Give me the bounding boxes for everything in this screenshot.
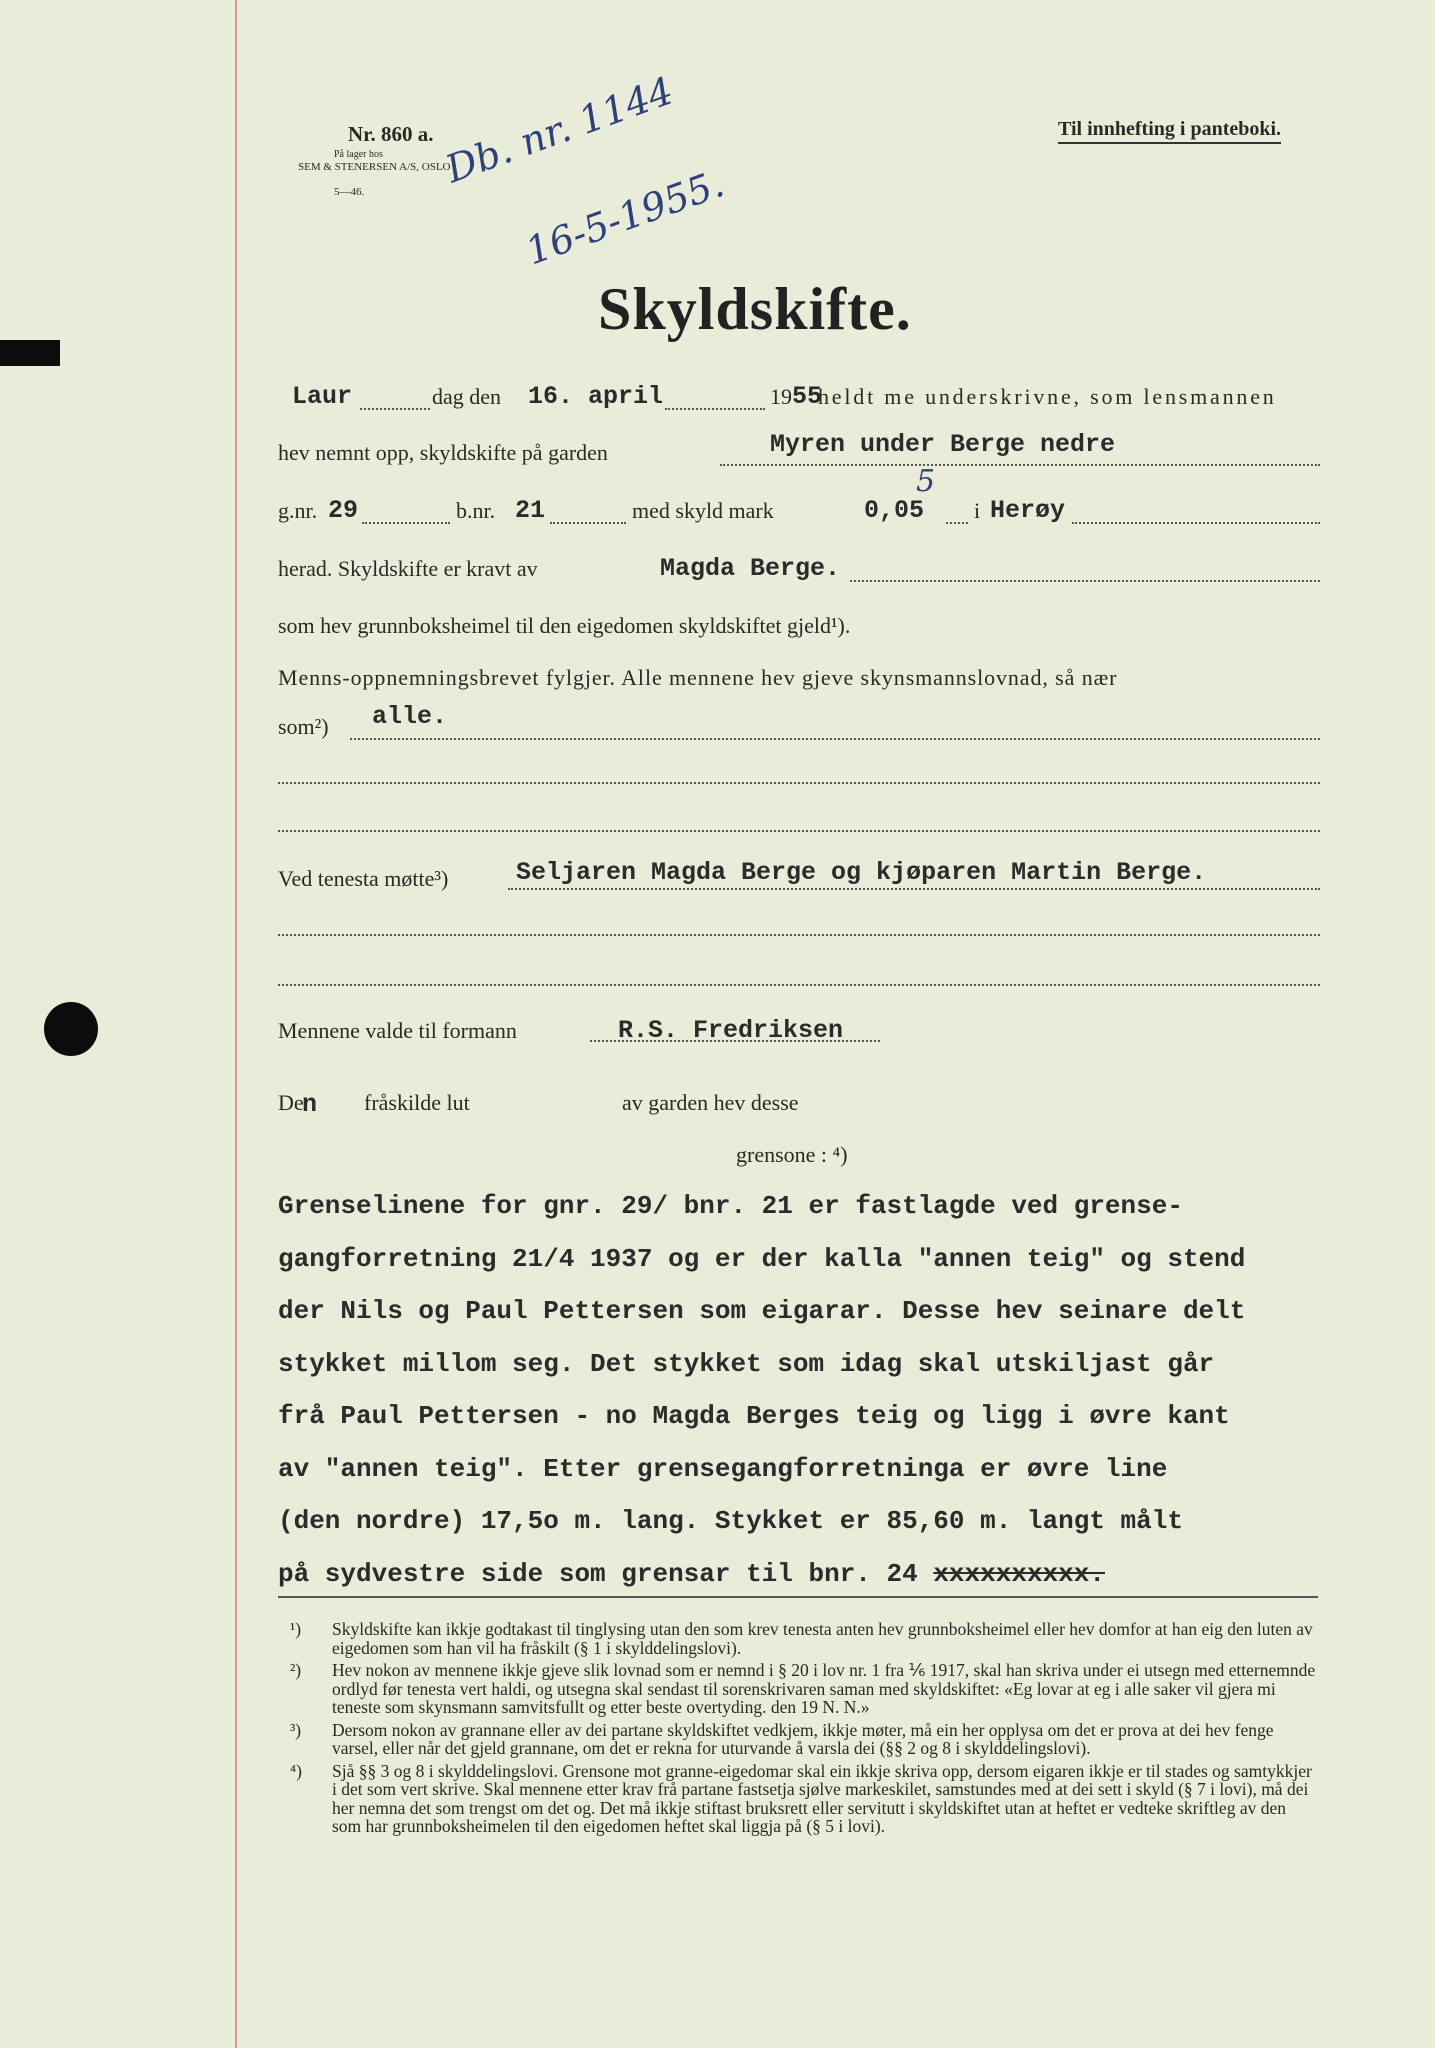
den-fill: n [302,1090,318,1119]
chair-value: R.S. Fredriksen [618,1016,844,1045]
dotted-line [360,408,430,410]
dotted-line [350,738,1320,740]
oath-text: Menns-oppnemningsbrevet fylgjer. Alle mennene hev gjeve skynsmannslovnad, så nær [278,665,1118,690]
title-holder-text: som hev grunnboksheimel til den eigedomen skyldskiftet gjeld¹). [278,613,851,638]
footnotes [290,1620,1318,1836]
requested-label: herad. Skyldskifte er kravt av [278,556,538,581]
footnote-2 [290,1661,1318,1717]
day-label: dag den [432,384,502,409]
dotted-line [508,888,1320,890]
dotted-line [1072,522,1320,524]
i-label: i [974,498,981,523]
dotted-line [946,522,968,524]
body-line: (den nordre) 17,5o m. lang. Stykket er 85,60 m. langt målt [278,1506,1183,1536]
intro-text: heldt me underskrivne, som lensmannen [818,384,1277,409]
separated-part-label: fråskilde lut [364,1090,470,1115]
year-prefix: 19 [770,384,792,409]
farm-label: hev nemnt opp, skyldskifte på garden [278,440,608,465]
chair-label: Mennene valde til formann [278,1018,517,1043]
footnote-number: ²) [290,1660,302,1680]
skyld-value: 0,05 [864,496,925,525]
footnote-number: ¹) [290,1619,302,1639]
som-value: alle. [372,702,448,731]
body-line-last [278,1548,1328,1601]
footnote-number: ³) [290,1719,302,1740]
registration-number: Db. nr. 1144 [440,68,679,192]
form-number: Nr. 860 a. [348,122,434,146]
skyld-label: med skyld mark [632,498,774,523]
body-line: frå Paul Pettersen - no Magda Berges teig og ligg i øvre kant [278,1401,1230,1431]
gnr-label: g.nr. [278,498,318,523]
dotted-line [720,464,1320,466]
bnr-label: b.nr. [456,498,496,523]
boundary-description [278,1180,1328,1600]
printer-line-2: SEM & STENERSEN A/S, OSLO [298,161,451,173]
body-line: stykket millom seg. Det stykket som idag skal utskiljast går [278,1348,1215,1379]
dotted-line [850,580,1320,582]
binding-mark [0,340,60,366]
dotted-line [278,984,1320,986]
body-line: Grenselinene for gnr. 29/ bnr. 21 er fastlagde ved grense- [278,1191,1183,1221]
year-value: 55 [792,382,823,411]
footnote-text: Skyldskifte kan ikkje godtakast til tinglysing utan den som krev tenesta anten hev grunnboksheimel eller hev domfor at han eig den luten av eigedomen som han vil ha fråskilt (§ 1 i skylddelingslovi). [332,1619,1313,1658]
footnote-text: Hev nokon av mennene ikkje gjeve slik lovnad som er nemnd i § 20 i lov nr. 1 fra ⅙ 1917, skal han skriva under ei utsegn med etternemnde ordlyd før tenesta vert haldi, og utsegna skal sendast til sorenskrivaren saman med skyldskiftet: «Eg lovar at eg i alle saker vil gjera mi teneste som skynsmann samvitsfullt og etter beste overtyding. den 19 N. N.» [332,1660,1316,1717]
dotted-line [278,830,1320,832]
farm-name: Myren under Berge nedre [770,430,1116,459]
of-farm-label: av garden hev desse [622,1090,799,1115]
met-label: Ved tenesta møtte³) [278,866,449,891]
som-label: som²) [278,714,329,739]
body-line: gangforretning 21/4 1937 og er der kalla "annen teig" og stend [278,1243,1246,1274]
date-value: 16. april [528,382,664,411]
body-line: på sydvestre side som grensar til bnr. 24 [278,1558,918,1589]
footnote-text: Dersom nokon av grannane eller av dei partane skyldskiftet vedkjem, ikkje møter, må ein her opplysa om det er prova at dei hev fenge varsel, eller når det gjeld grannane, om det er rekna for uturvande å varsla dei (§§ 2 og 8 i skylddelingslovi). [332,1719,1274,1758]
printer-line-3: 5—46. [334,186,365,198]
filing-note: Til innhefting i panteboki. [1058,118,1281,144]
dotted-line [550,522,626,524]
municipality: Herøy [990,496,1066,525]
footnote-number: ⁴) [290,1760,302,1781]
footnote-text: Sjå §§ 3 og 8 i skylddelingslovi. Grensone mot granne-eigedomar skal ein ikkje skriva opp, dersom eigaren ikkje er til stades og samtykkjer i det som vert skrive. Skal mennene etter krav frå partane fastsetja sjølve markeskilet, samstundes med at dei sett i skyld (§ 7 i lovi), må dei her nemna det som trengst om det og. Det må ikkje stiftast bruksrett eller servitutt i skyldskiftet utan at heftet er vedteke skriftleg av den som har grunnboksheimelen til den eigedomen heftet skal liggja på (§ 5 i lovi). [332,1760,1312,1836]
page-title: Skyldskifte. [598,276,912,342]
printer-line-1: På lager hos [334,149,383,160]
footnote-4 [290,1762,1318,1836]
footnote-3 [290,1721,1318,1758]
footnote-divider [278,1596,1318,1598]
registration-date: 16-5-1955. [520,161,730,274]
boundaries-label: grensone : ⁴) [736,1142,848,1167]
dotted-line [278,934,1320,936]
gnr-value: 29 [328,496,359,525]
requested-by: Magda Berge. [660,554,841,583]
punch-hole [44,1002,98,1056]
skyld-correction: 5 [916,464,936,499]
dotted-line [665,408,765,410]
bnr-value: 21 [515,496,546,525]
body-line: av "annen teig". Etter grensegangforretninga er øvre line [278,1453,1168,1484]
den-label: De [278,1090,304,1115]
dotted-line [362,522,450,524]
body-line: der Nils og Paul Pettersen som eigarar. Desse hev seinare delt [278,1296,1246,1326]
struck-text: xxxxxxxxxx. [933,1558,1105,1589]
margin-line [235,0,237,2048]
dotted-line [590,1040,880,1042]
met-value: Seljaren Magda Berge og kjøparen Martin Berge. [516,858,1207,887]
dotted-line [278,782,1320,784]
footnote-1 [290,1620,1318,1657]
day-value: Laur [292,382,353,411]
